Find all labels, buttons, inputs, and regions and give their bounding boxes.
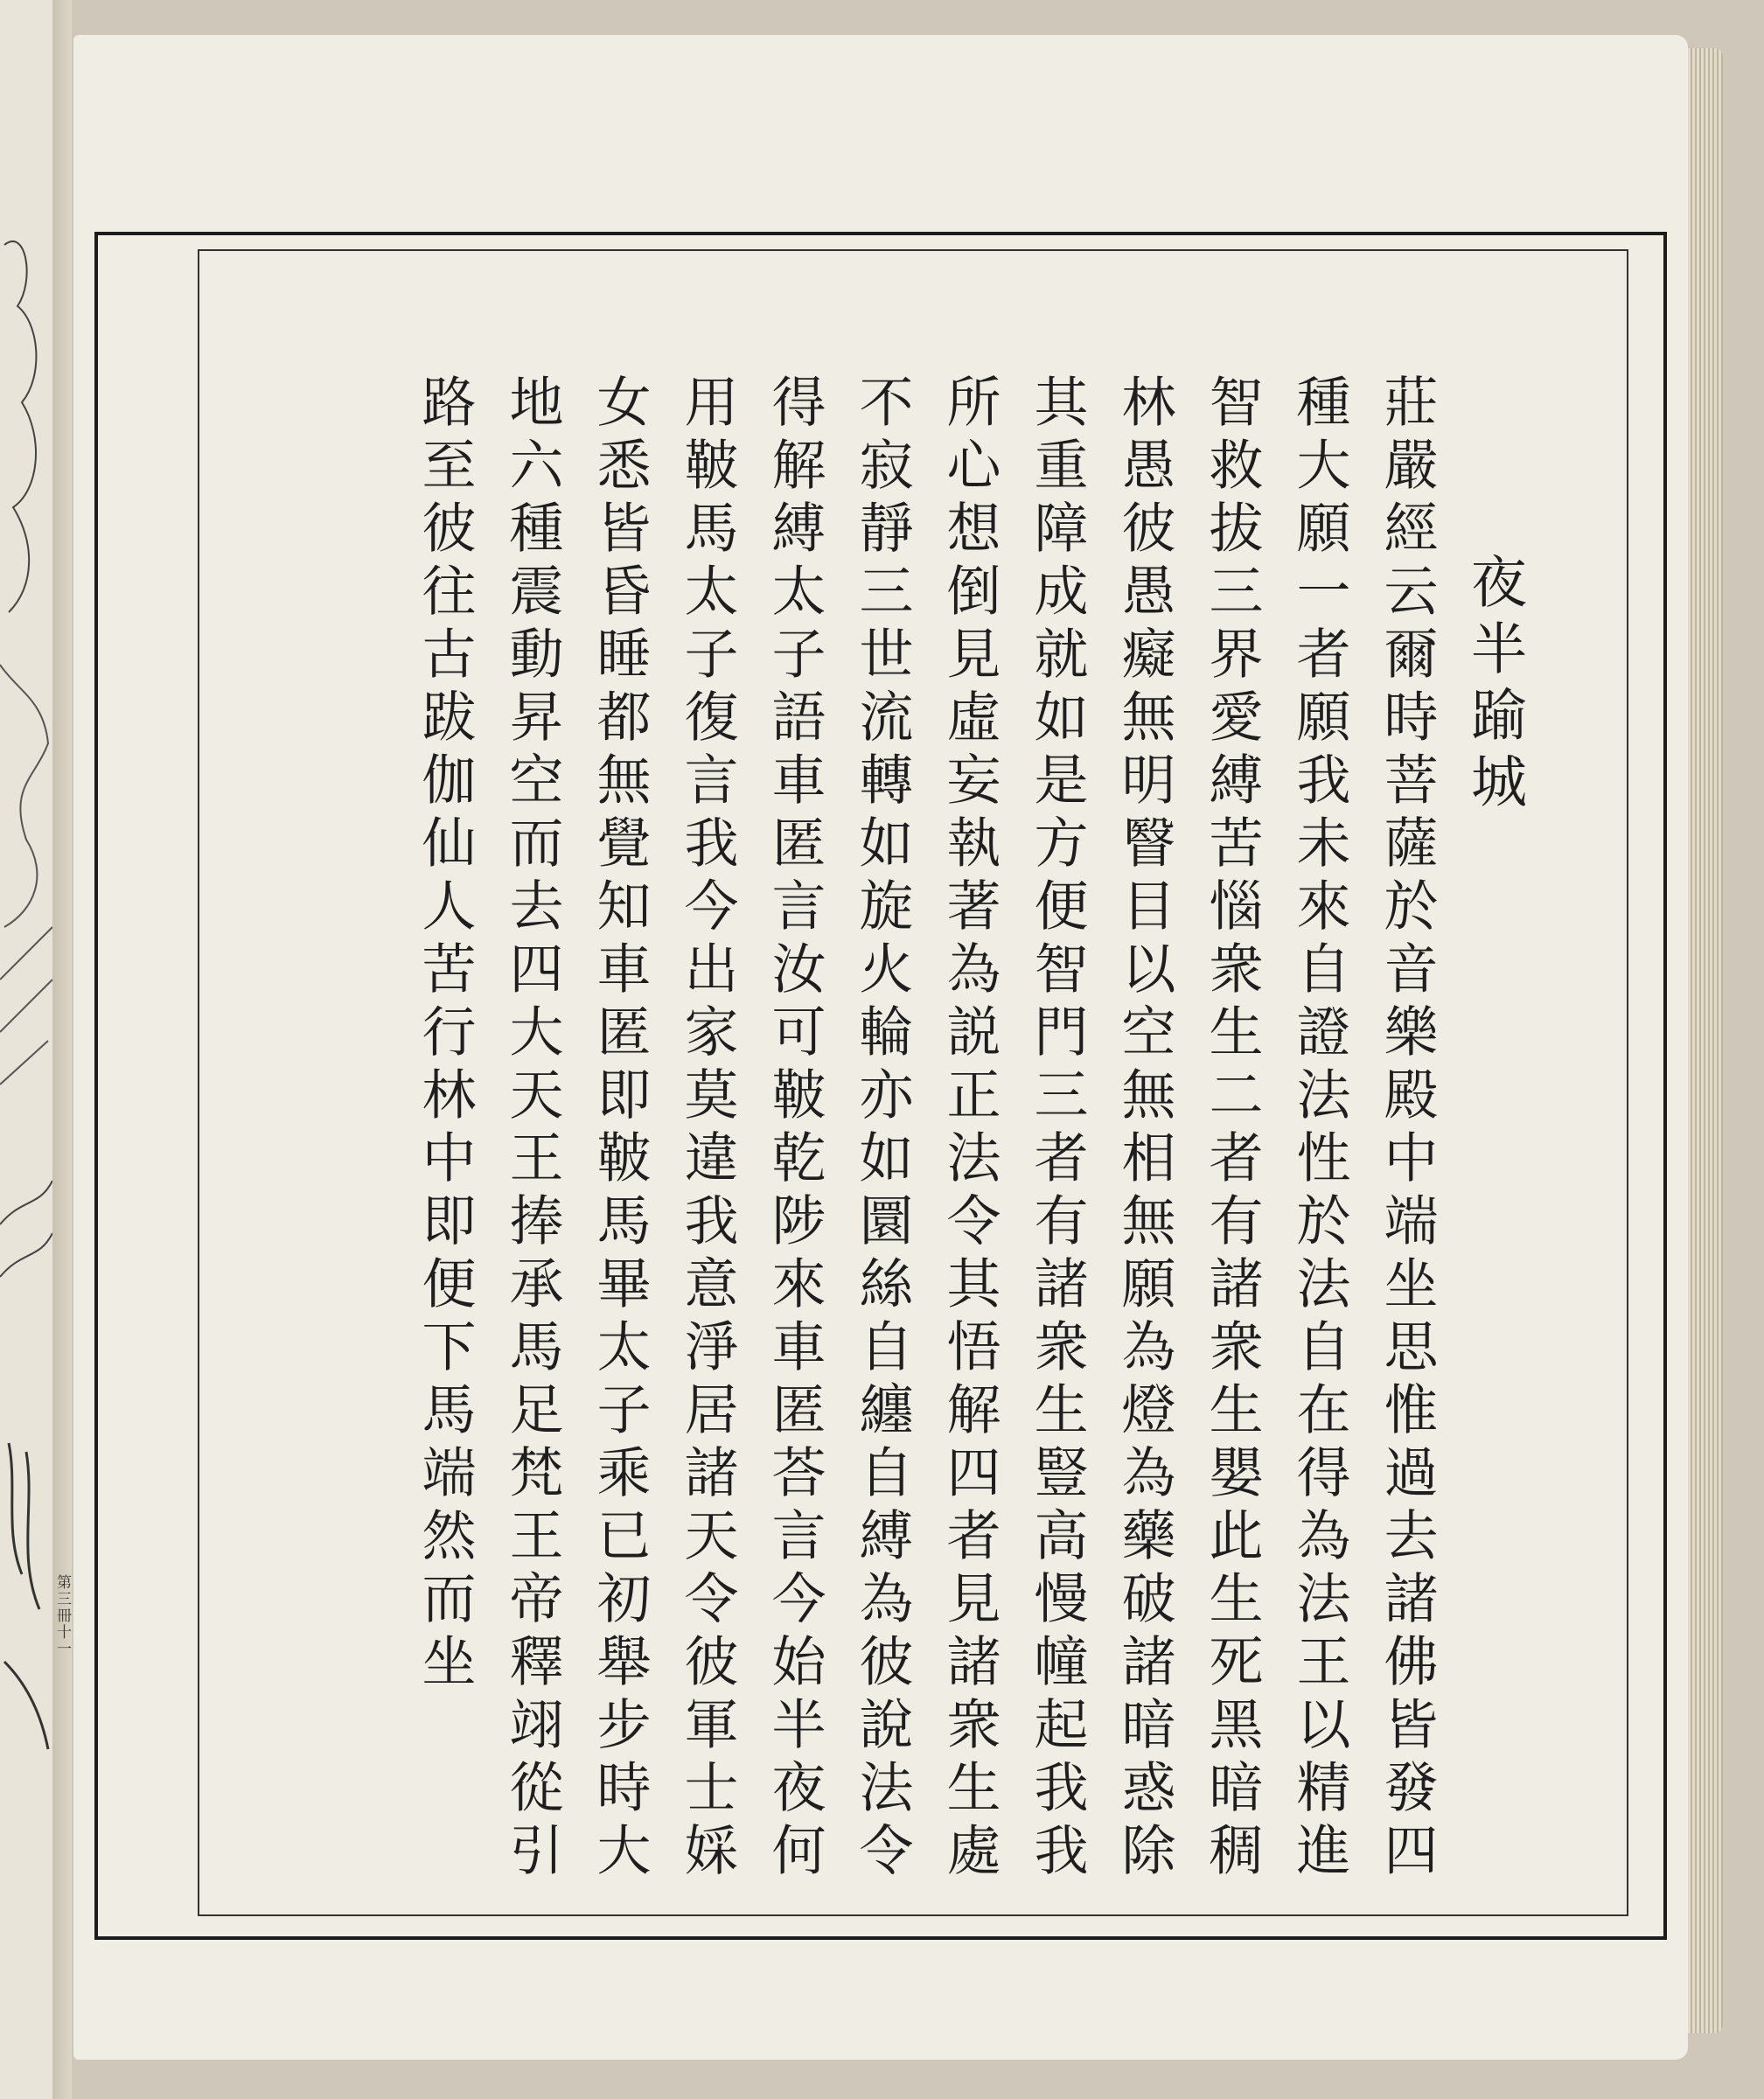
chapter-title: 夜半踰城 [1461,553,1526,819]
text-column-6: 所心想倒見虛妄執著為説正法令其悟解四者見諸衆生處 [938,373,1001,1885]
text-column-4: 林愚彼愚癡無明瞖目以空無相無願為燈為藥破諸暗惑除 [1112,373,1176,1885]
text-column-12: 路至彼往古跋伽仙人苦行林中即便下馬端然而坐 [413,373,477,1696]
text-block [198,249,1628,1916]
text-column-3: 智救拔三界愛縛苦惱衆生二者有諸衆生嬰此生死黑暗稠 [1200,373,1264,1885]
folio-label: 第三冊十一 [53,1574,71,1657]
page-edges [1688,48,1723,2033]
text-column-8: 得解縛太子語車匿言汝可鞁乾陟來車匿荅言今始半夜何 [763,373,826,1885]
text-column-2: 種大願一者願我未來自證法性於法自在得為法王以精進 [1287,373,1351,1885]
gutter [52,0,72,2099]
text-column-5: 其重障成就如是方便智門三者有諸衆生豎高慢幢起我我 [1025,373,1089,1885]
text-column-11: 地六種震動昇空而去四大天王捧承馬足梵王帝釋翊從引 [500,373,564,1885]
text-column-10: 女悉皆昏睡都無覺知車匿即鞁馬畢太子乘已初舉步時大 [588,373,652,1885]
illustration-fragment [0,175,54,1819]
text-column-1: 莊嚴經云爾時菩薩於音樂殿中端坐思惟過去諸佛皆發四 [1375,373,1439,1885]
text-column-9: 用鞁馬太子復言我今出家莫違我意淨居諸天令彼軍士婇 [675,373,739,1885]
text-column-7: 不寂靜三世流轉如旋火輪亦如圜絲自纏自縛為彼說法令 [850,373,914,1885]
